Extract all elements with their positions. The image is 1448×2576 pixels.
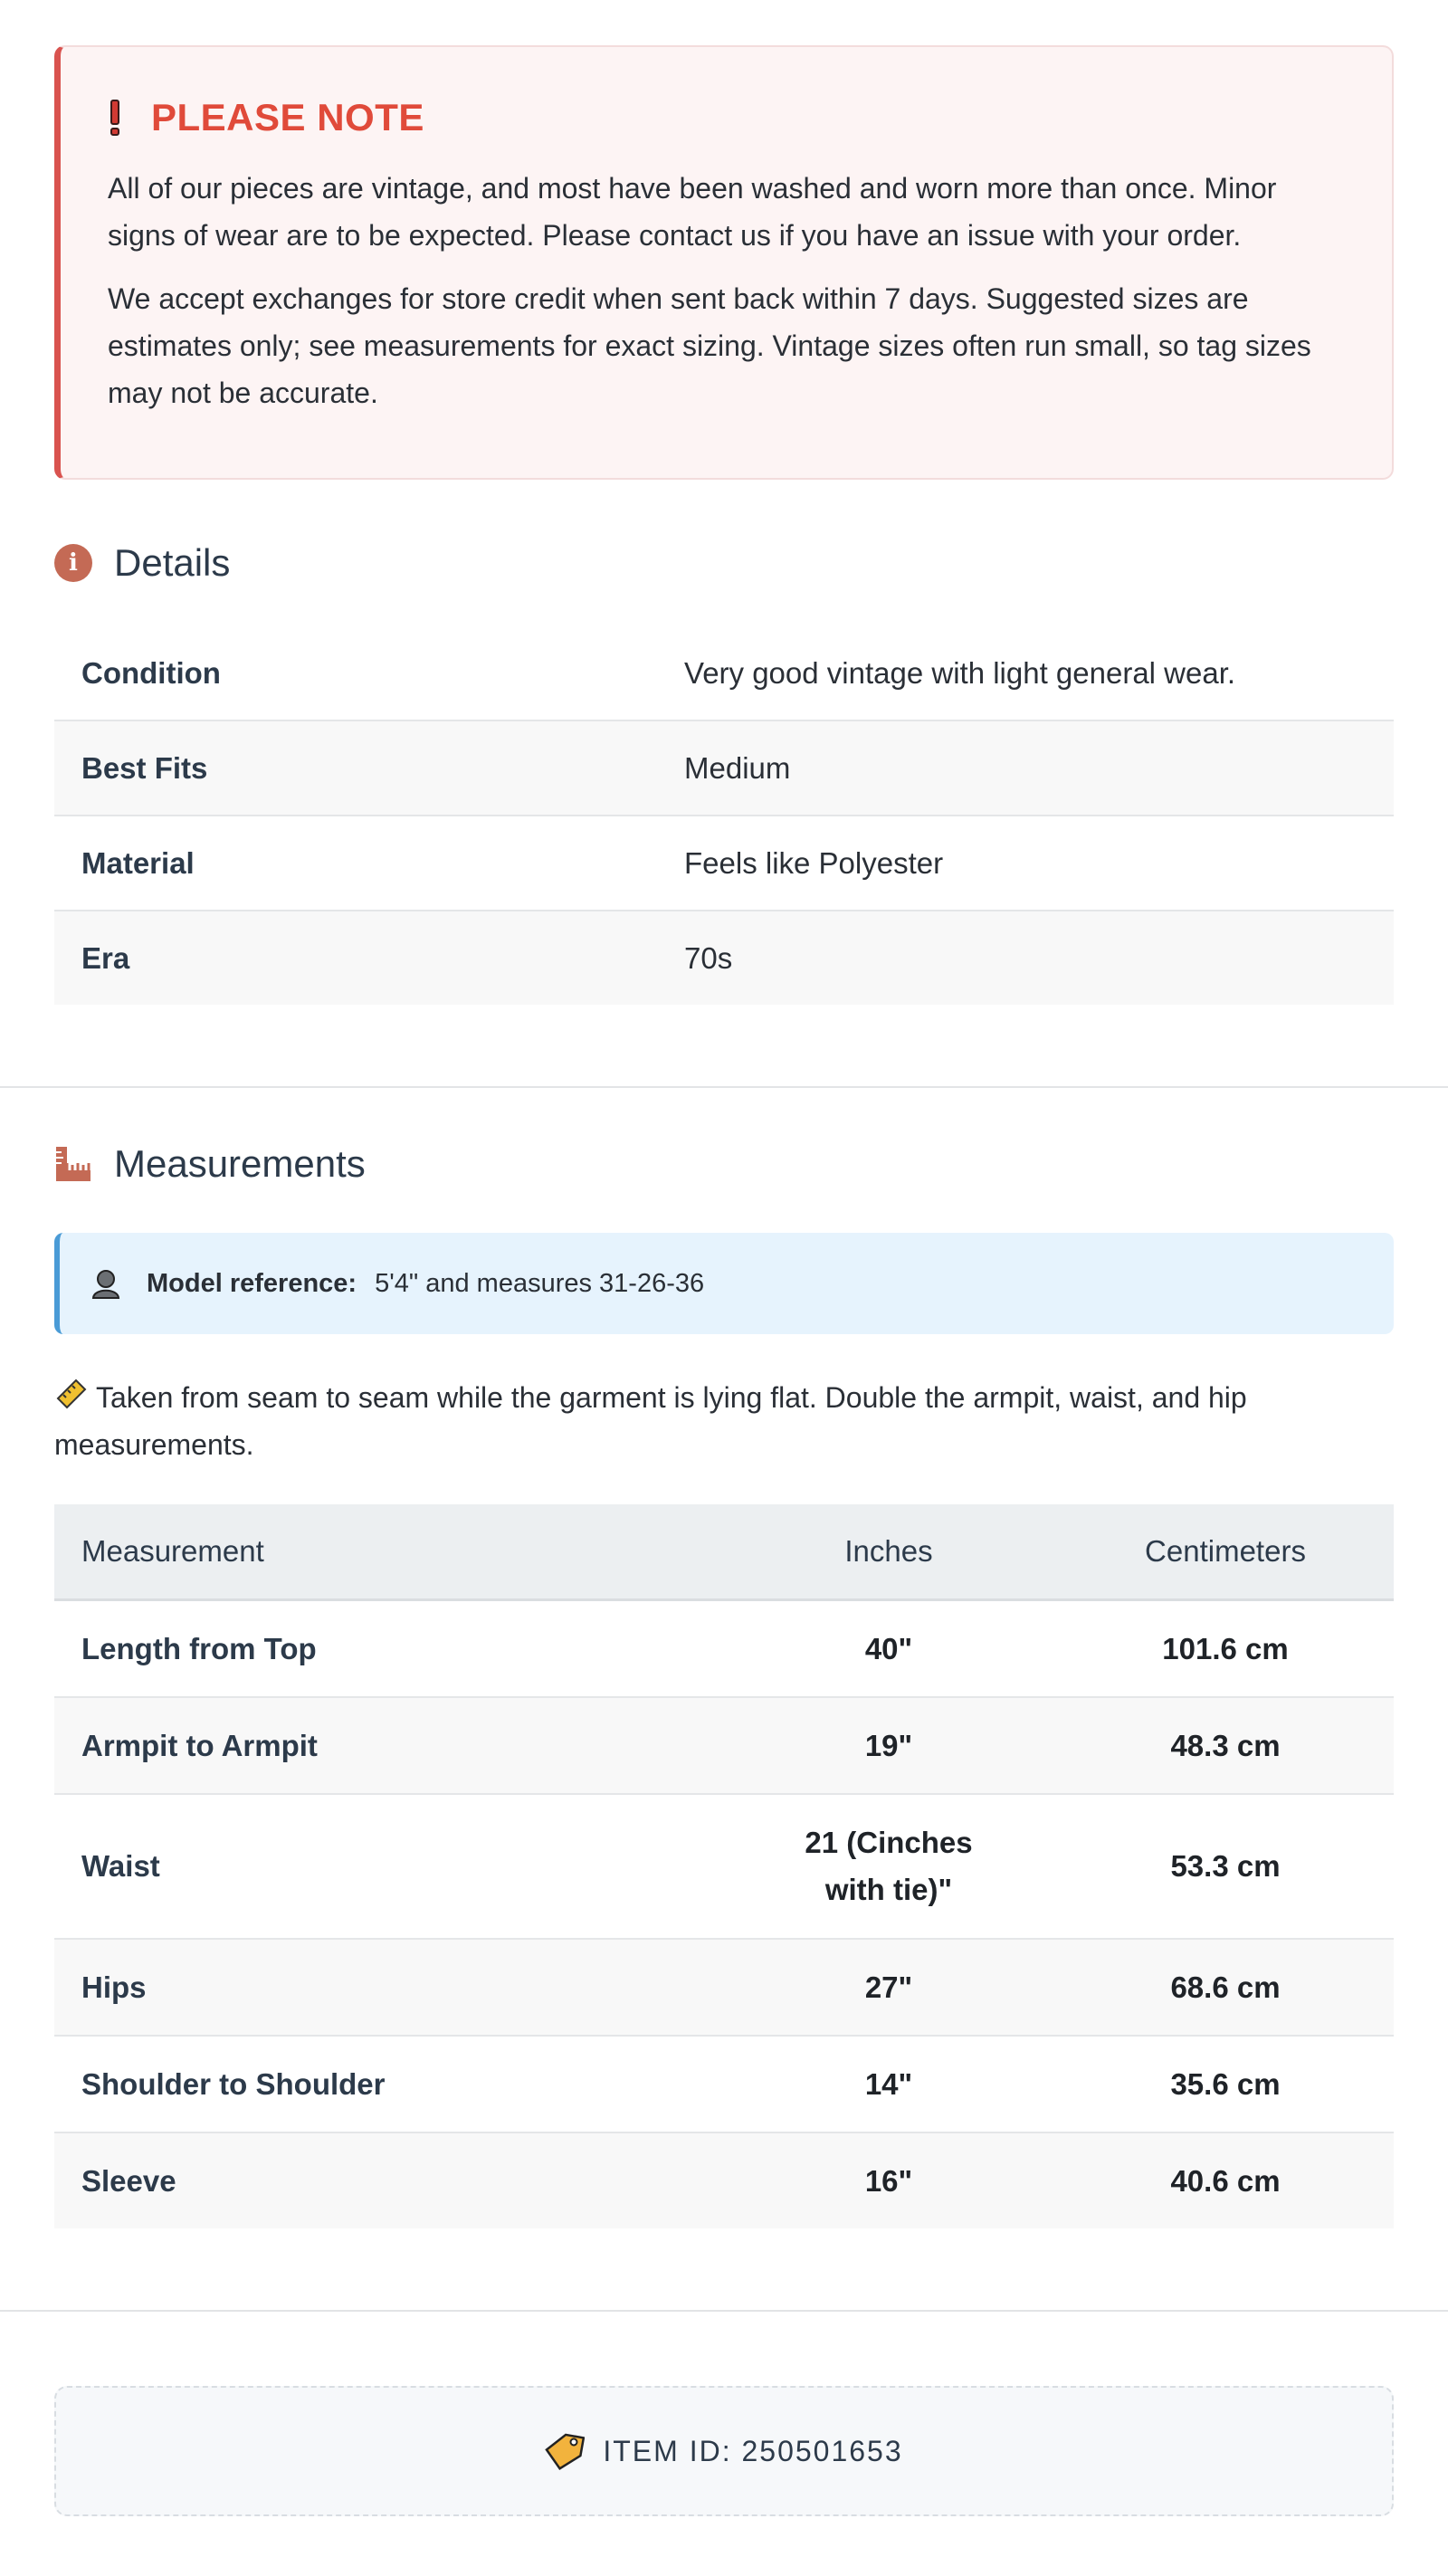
measurements-heading [54,1142,1394,1186]
divider [0,1086,1448,1088]
detail-label: Era [54,911,657,1005]
measurement-cm: 40.6 cm [1057,2132,1394,2228]
measurement-name: Waist [54,1794,720,1939]
model-reference-label: Model reference: [147,1268,357,1298]
info-icon: i [54,544,92,582]
measurement-cm: 53.3 cm [1057,1794,1394,1939]
table-row [54,1697,1394,1794]
measurement-tip [54,1374,1394,1468]
item-id-text: ITEM ID: 250501653 [603,2434,903,2467]
detail-value: 70s [657,911,1394,1005]
measurement-tip-text: Taken from seam to seam while the garment is lying flat. Double the armpit, waist, and hip measurements. [54,1381,1247,1461]
detail-label: Best Fits [54,720,657,816]
measurement-inches-text: 21 (Cinches with tie)" [805,1826,973,1906]
measurement-inches [720,1794,1057,1939]
column-header: Centimeters [1057,1504,1394,1600]
column-header: Measurement [54,1504,720,1600]
column-header: Inches [720,1504,1057,1600]
measurement-inches: 40" [720,1600,1057,1698]
detail-value: Very good vintage with light general wear. [657,626,1394,720]
table-row [54,2132,1394,2228]
detail-value: Feels like Polyester [657,816,1394,911]
table-row [54,2036,1394,2132]
notice-box [54,45,1394,480]
model-reference [54,1233,1394,1334]
table-row [54,1600,1394,1698]
table-row [54,1794,1394,1939]
item-id-box [54,2386,1394,2516]
notice-paragraph: We accept exchanges for store credit when sent back within 7 days. Suggested sizes are estimates only; see measurements for exact sizing. Vintage sizes often run small, so tag sizes may not be accurate. [108,282,1311,409]
divider [0,2310,1448,2312]
measurement-inches: 14" [720,2036,1057,2132]
person-icon [90,1268,121,1299]
details-heading [54,541,1394,585]
measurement-cm: 68.6 cm [1057,1939,1394,2036]
notice-title: PLEASE NOTE [151,96,424,138]
table-row [54,816,1394,911]
measurement-cm: 101.6 cm [1057,1600,1394,1698]
table-row [54,911,1394,1005]
table-row [54,720,1394,816]
exclamation-icon [108,100,120,136]
detail-label: Material [54,816,657,911]
detail-value: Medium [657,720,1394,816]
measurement-name: Armpit to Armpit [54,1697,720,1794]
section-title: Measurements [114,1142,366,1185]
measurement-name: Sleeve [54,2132,720,2228]
section-title: Details [114,541,231,584]
notice-header [108,96,1345,139]
table-row [54,1939,1394,2036]
measurements-table [54,1504,1394,2228]
ruler-straight-icon [54,1379,87,1411]
details-table [54,626,1394,1005]
notice-paragraph: All of our pieces are vintage, and most have been washed and worn more than once. Minor signs of wear are to be expected. Please contact us if you have an issue with your order. [108,172,1277,252]
ruler-icon [54,1145,92,1183]
measurement-name: Length from Top [54,1600,720,1698]
measurement-cm: 35.6 cm [1057,2036,1394,2132]
measurement-inches: 27" [720,1939,1057,2036]
measurement-name: Shoulder to Shoulder [54,2036,720,2132]
measurement-inches: 19" [720,1697,1057,1794]
model-reference-value: 5'4" and measures 31-26-36 [375,1268,705,1298]
detail-label: Condition [54,626,657,720]
table-row [54,626,1394,720]
table-header-row [54,1504,1394,1600]
tag-icon [545,2431,585,2471]
measurement-cm: 48.3 cm [1057,1697,1394,1794]
measurement-inches: 16" [720,2132,1057,2228]
measurement-name: Hips [54,1939,720,2036]
